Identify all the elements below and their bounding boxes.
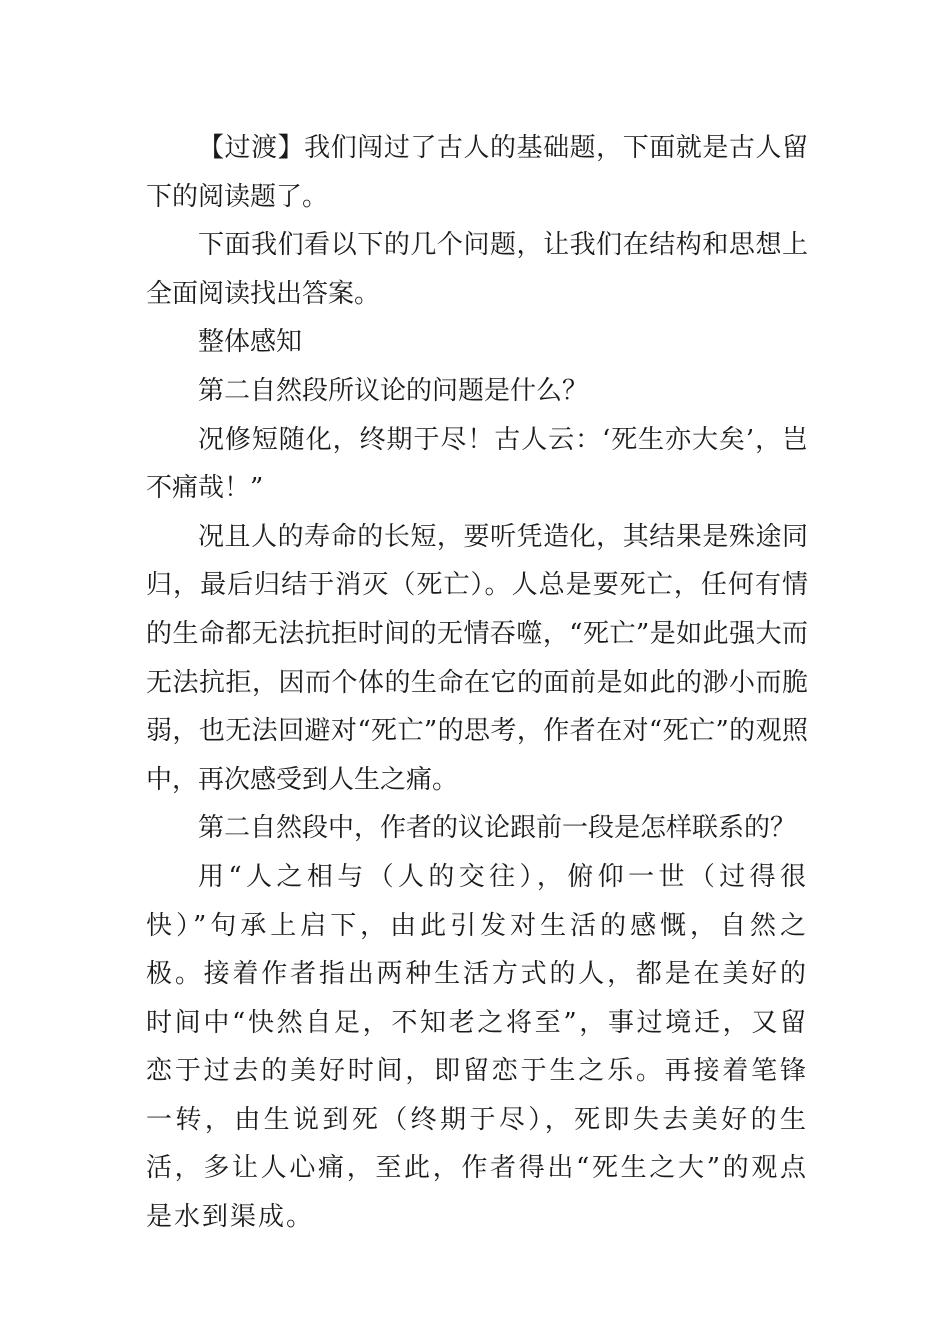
answer-2: 用“人之相与（人的交往），俯仰一世（过得很快）”句承上启下，由此引发对生活的感慨，自然之极。接着作者指出两种生活方式的人，都是在美好的时间中“快然自足，不知老之将至”，事过境迁，又留恋于过去的美好时间，即留恋于生之乐。再接着笔锋一转，由生说到死（终期于尽），死即失去美好的生活，多让人心痛，至此，作者得出“死生之大”的观点是水到渠成。 <box>146 861 808 1233</box>
quote-paragraph: 况修短随化，终期于尽！古人云：‘死生亦大矣’，岂不痛哉！” <box>146 424 808 504</box>
paragraph-questions-intro: 下面我们看以下的几个问题，让我们在结构和思想上全面阅读找出答案。 <box>146 230 808 309</box>
question-2: 第二自然段中，作者的议论跟前一段是怎样联系的？ <box>198 813 797 844</box>
question-1: 第二自然段所议论的问题是什么？ <box>198 375 589 406</box>
paragraph-transition: 【过渡】我们闯过了古人的基础题，下面就是古人留下的阅读题了。 <box>146 133 808 212</box>
section-heading-overall: 整体感知 <box>198 327 303 358</box>
document-body <box>146 124 808 1242</box>
answer-1: 况且人的寿命的长短，要听凭造化，其结果是殊途同归，最后归结于消灭（死亡）。人总是要死亡，任何有情的生命都无法抗拒时间的无情吞噬，“死亡”是如此强大而无法抗拒，因而个体的生命在它的面前是如此的渺小而脆弱，也无法回避对“死亡”的思考，作者在对“死亡”的观照中，再次感受到人生之痛。 <box>146 521 808 795</box>
